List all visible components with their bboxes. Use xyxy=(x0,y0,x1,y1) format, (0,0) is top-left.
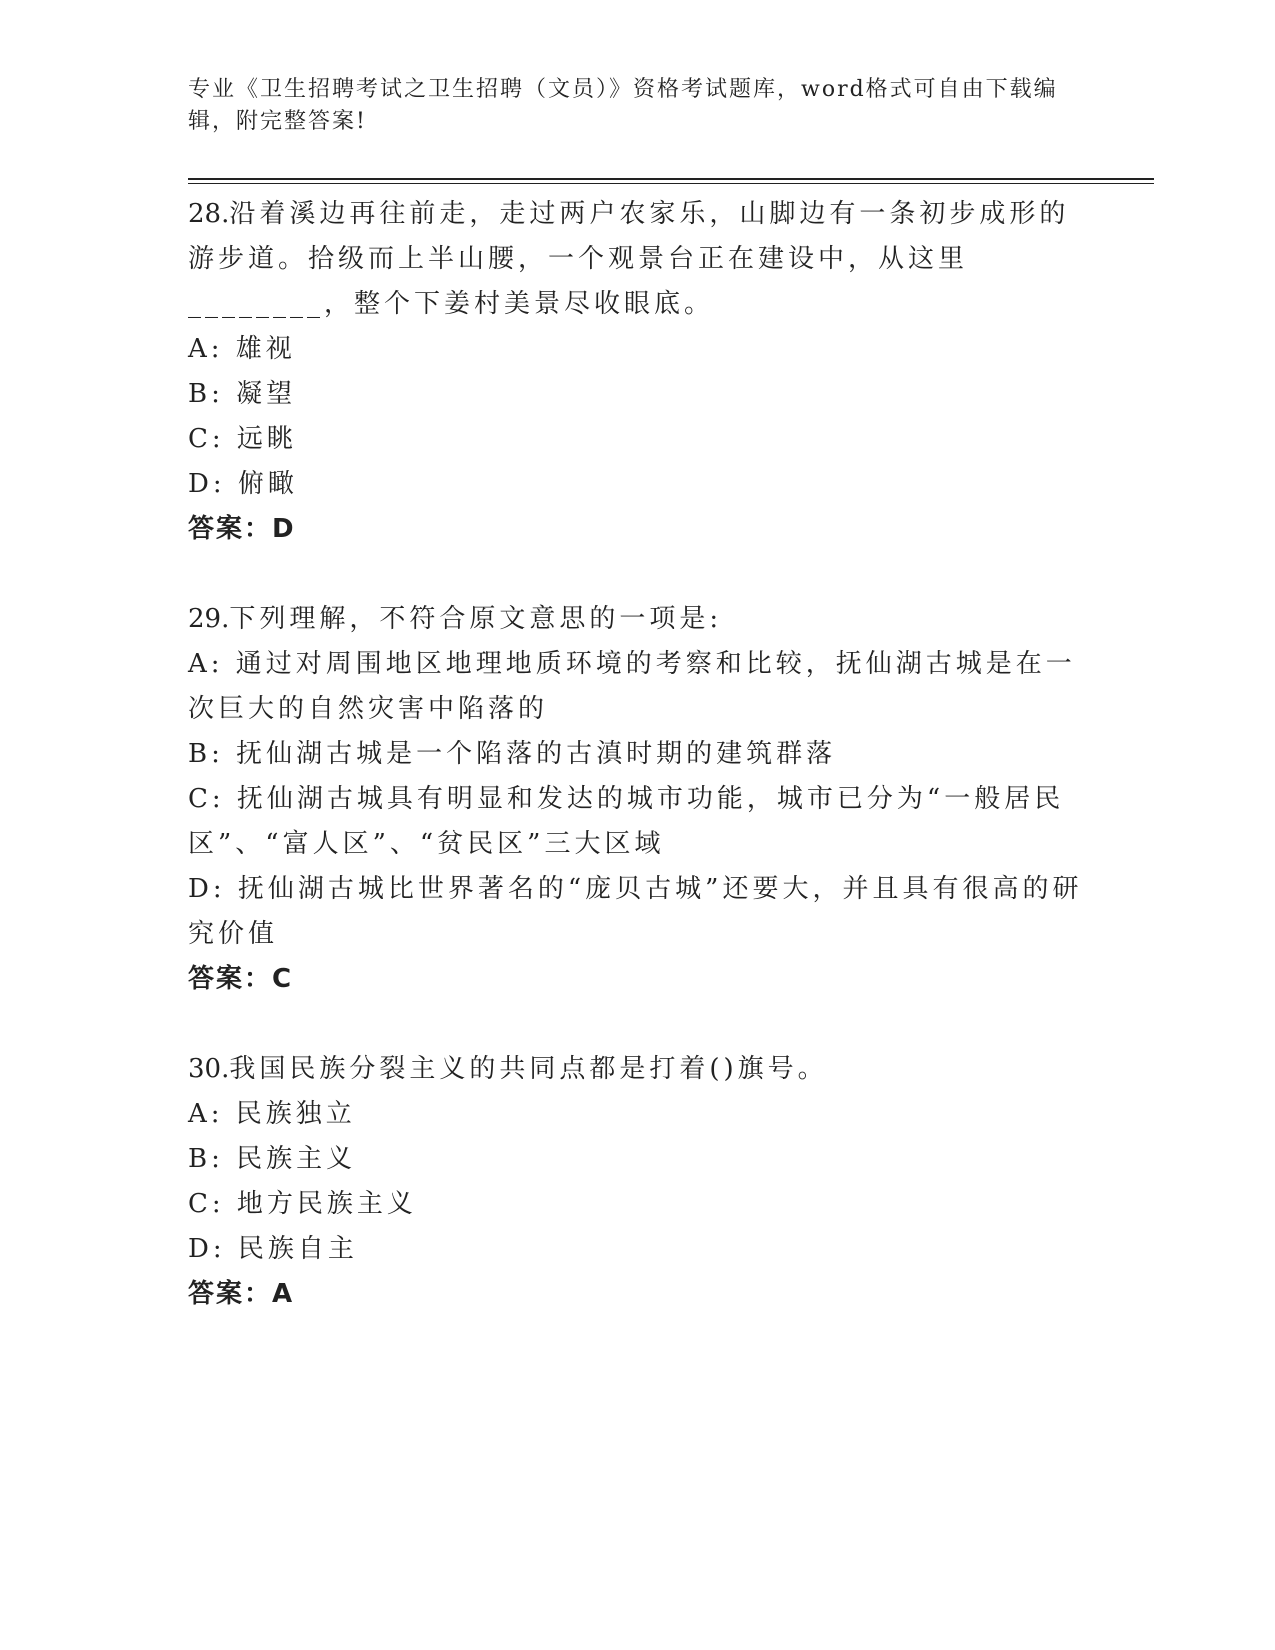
option-d: D: 抚仙湖古城比世界著名的“庞贝古城”还要大，并且具有很高的研究价值 xyxy=(188,874,1083,949)
question-30 xyxy=(188,1047,1088,1317)
question-number: 28. xyxy=(188,199,230,229)
option-c: C: 抚仙湖古城具有明显和发达的城市功能，城市已分为“一般居民区”、“富人区”、“贫民区”三大区域 xyxy=(188,784,1065,859)
question-text: 沿着溪边再往前走，走过两户农家乐，山脚边有一条初步成形的游步道。拾级而上半山腰，一个观景台正在建设中，从这里________，整个下姜村美景尽收眼底。 xyxy=(188,199,1070,319)
header-divider-thin xyxy=(188,183,1154,184)
option-c: C: 远眺 xyxy=(188,424,297,454)
question-number: 30. xyxy=(188,1054,230,1084)
question-stem xyxy=(188,1047,1088,1092)
question-list xyxy=(188,192,1088,1362)
question-text: 下列理解，不符合原文意思的一项是: xyxy=(229,604,723,634)
question-text: 我国民族分裂主义的共同点都是打着()旗号。 xyxy=(229,1054,828,1084)
header-divider-thick xyxy=(188,178,1154,180)
option-b: B: 民族主义 xyxy=(188,1144,357,1174)
option-a: A: 雄视 xyxy=(188,334,296,364)
question-29 xyxy=(188,597,1088,1002)
option-b: B: 抚仙湖古城是一个陷落的古滇时期的建筑群落 xyxy=(188,739,837,769)
answer-line: 答案：C xyxy=(188,964,294,994)
answer-line: 答案：A xyxy=(188,1279,295,1309)
question-number: 29. xyxy=(188,604,230,634)
question-28 xyxy=(188,192,1088,552)
document-header: 专业《卫生招聘考试之卫生招聘（文员）》资格考试题库，word格式可自由下载编辑，附完整答案! xyxy=(188,77,1058,134)
option-d: D: 民族自主 xyxy=(188,1234,358,1264)
option-a: A: 民族独立 xyxy=(188,1099,356,1129)
option-a: A: 通过对周围地区地理地质环境的考察和比较，抚仙湖古城是在一次巨大的自然灾害中陷落的 xyxy=(188,649,1076,724)
question-stem xyxy=(188,597,1088,642)
option-d: D: 俯瞰 xyxy=(188,469,298,499)
option-b: B: 凝望 xyxy=(188,379,297,409)
answer-line: 答案：D xyxy=(188,514,296,544)
option-c: C: 地方民族主义 xyxy=(188,1189,417,1219)
question-stem xyxy=(188,192,1088,327)
